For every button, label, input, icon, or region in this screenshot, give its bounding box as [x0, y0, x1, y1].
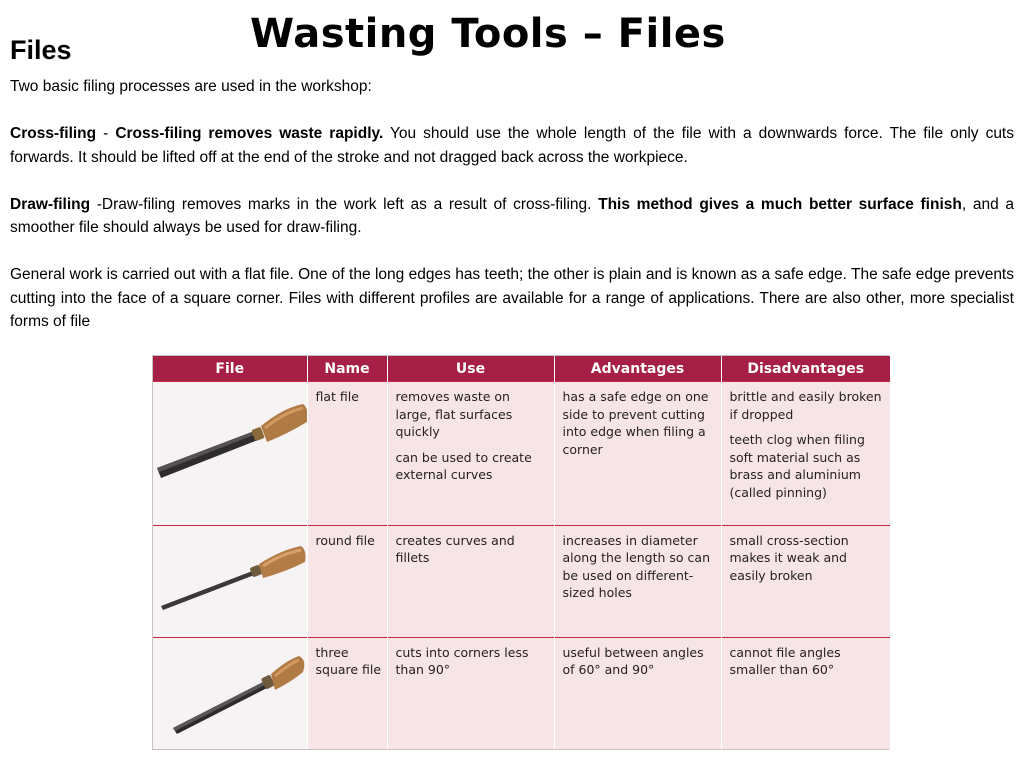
- general-paragraph: General work is carried out with a flat file. One of the long edges has teeth; the other is plain and is known as a safe edge. The safe edge prevents cutting into the face of a square corner. Files with different profiles are available for a range of applications. There are also other, more specialist forms of file: [10, 266, 1014, 330]
- cross-filing-bold: Cross-filing removes waste rapidly.: [115, 125, 384, 142]
- draw-filing-term: Draw-filing: [10, 195, 91, 213]
- cross-filing-separator: -: [96, 125, 116, 142]
- draw-filing-bold: This method gives a much better surface finish: [598, 195, 962, 213]
- page-title: Wasting Tools – Files: [250, 11, 726, 57]
- use-item: removes waste on large, flat surfaces quickly: [395, 389, 513, 439]
- header-file: File: [153, 356, 307, 382]
- file-disadvantages: [721, 525, 890, 637]
- disadvantage-item: brittle and easily broken if dropped: [729, 389, 882, 422]
- cross-filing-paragraph: [10, 122, 1014, 169]
- disadvantage-item: teeth clog when filing soft material such as brass and aluminium (called pinning): [729, 432, 865, 500]
- table-row: [153, 382, 890, 526]
- file-disadvantages: [721, 382, 890, 526]
- draw-filing-text-after: , and a smoother file should always be used for draw-filing.: [10, 195, 1014, 236]
- draw-filing-paragraph: [10, 193, 1014, 240]
- header-advantages: Advantages: [554, 356, 721, 382]
- body-text: [10, 75, 1014, 334]
- header-use: Use: [387, 356, 554, 382]
- table-header-row: [153, 356, 890, 382]
- file-name: round file: [307, 525, 387, 637]
- section-heading: Files: [10, 35, 72, 65]
- file-advantages: [554, 382, 721, 526]
- files-table: [152, 355, 889, 750]
- advantage-item: has a safe edge on one side to prevent cutting into edge when filing a corner: [562, 389, 709, 457]
- file-advantages: [554, 525, 721, 637]
- file-disadvantages: [721, 637, 890, 749]
- file-use: [387, 382, 554, 526]
- file-use: [387, 637, 554, 749]
- file-image-cell: [153, 637, 307, 749]
- file-image-cell: [153, 382, 307, 526]
- file-name: three square file: [307, 637, 387, 749]
- round-file-image: [153, 526, 307, 648]
- file-name: flat file: [307, 382, 387, 526]
- cross-filing-term: Cross-filing: [10, 125, 97, 142]
- use-item: cuts into corners less than 90°: [395, 644, 529, 678]
- intro-paragraph: Two basic filing processes are used in the workshop:: [10, 78, 372, 95]
- use-item: creates curves and fillets: [395, 532, 515, 566]
- draw-filing-text-before: -Draw-filing removes marks in the work left as a result of cross-filing.: [90, 195, 599, 213]
- table-row: [153, 637, 890, 749]
- disadvantage-item: small cross-section makes it weak and easily broken: [729, 532, 849, 583]
- file-advantages: [554, 637, 721, 749]
- cross-filing-text: You should use the whole length of the file with a downwards force. The file only cuts forwards. It should be lifted off at the end of the stroke and not dragged back across the workpiece.: [10, 125, 1014, 166]
- table-row: [153, 525, 890, 637]
- file-image-cell: [153, 525, 307, 637]
- use-item: can be used to create external curves: [395, 449, 532, 482]
- disadvantage-item: cannot file angles smaller than 60°: [729, 644, 841, 678]
- advantage-item: useful between angles of 60° and 90°: [562, 644, 704, 678]
- three-square-file-image: [153, 638, 307, 760]
- file-use: [387, 525, 554, 637]
- header-name: Name: [307, 356, 387, 382]
- advantage-item: increases in diameter along the length so can be used on different-sized holes: [562, 532, 711, 601]
- flat-file-image: [153, 382, 307, 504]
- header-disadvantages: Disadvantages: [721, 356, 890, 382]
